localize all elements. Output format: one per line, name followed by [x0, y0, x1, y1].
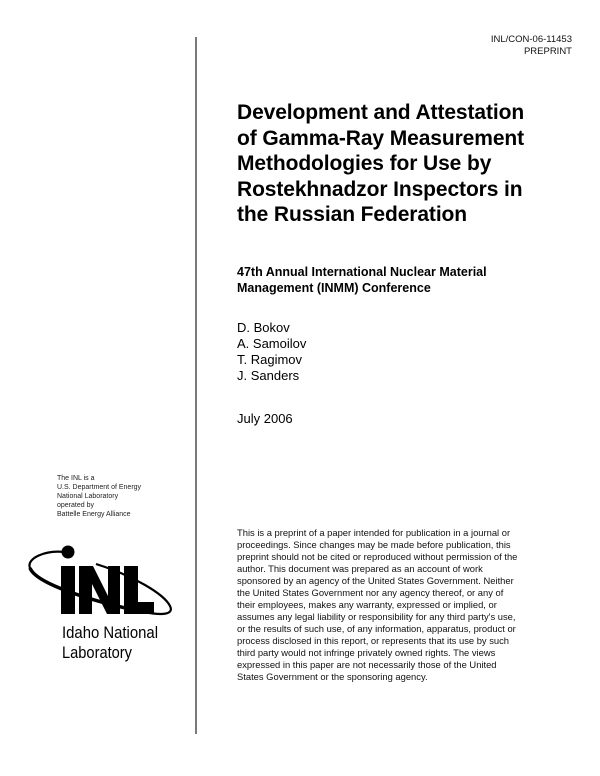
report-type: PREPRINT	[523, 46, 572, 57]
disclaimer-line: their employees, makes any warranty, expressed or implied, or	[237, 599, 497, 610]
title-line: of Gamma-Ray Measurement	[237, 126, 525, 150]
note-line: U.S. Department of Energy	[57, 484, 142, 491]
disclaimer-line: sponsored by an agency of the United States Government. Neither	[237, 575, 514, 586]
document-title	[237, 100, 597, 228]
conference-line: Management (INMM) Conference	[237, 281, 431, 295]
disclaimer-line: States Government or the sponsoring agency.	[237, 671, 428, 682]
author: D. Bokov	[237, 320, 290, 335]
disclaimer-line: third party would not infringe privately owned rights. The views	[237, 647, 496, 658]
disclaimer-line: preprint should not be cited or reproduced without permission of the	[237, 551, 518, 562]
svg-text:Idaho National: Idaho National	[62, 623, 158, 642]
publication-date: July 2006	[237, 411, 293, 426]
conference-name	[237, 264, 597, 296]
note-line: Battelle Energy Alliance	[57, 511, 131, 518]
note-line: National Laboratory	[57, 493, 119, 500]
inl-logo	[24, 540, 184, 680]
disclaimer-text	[237, 527, 537, 683]
note-line: operated by	[57, 502, 94, 509]
author: J. Sanders	[237, 368, 300, 383]
svg-text:Laboratory: Laboratory	[62, 643, 133, 662]
title-line: Development and Attestation	[237, 101, 525, 124]
disclaimer-line: proceedings. Since changes may be made before publication, this	[237, 539, 511, 550]
disclaimer-line: expressed in this paper are not necessarily those of the United	[237, 659, 497, 670]
title-line: Methodologies for Use by	[237, 152, 492, 175]
disclaimer-line: or the results of such use, of any information, apparatus, product or	[237, 623, 516, 634]
note-line: The INL is a	[57, 475, 95, 482]
report-identifier	[491, 34, 572, 58]
inl-orbit-logo-icon	[24, 540, 184, 680]
author-list	[237, 320, 306, 384]
author: A. Samoilov	[237, 336, 307, 351]
disclaimer-line: assumes any legal liability or responsibility for any third party's use,	[237, 611, 516, 622]
disclaimer-line: This is a preprint of a paper intended for publication in a journal or	[237, 527, 511, 538]
report-number: INL/CON-06-11453	[490, 34, 572, 45]
title-line: the Russian Federation	[237, 203, 468, 226]
disclaimer-line: the United States Government nor any agency thereof, or any of	[237, 587, 504, 598]
title-line: Rostekhnadzor Inspectors in	[237, 177, 523, 201]
disclaimer-line: process disclosed in this report, or represents that its use by such	[237, 635, 510, 646]
author: T. Ragimov	[237, 352, 303, 367]
inl-operator-note	[57, 474, 141, 519]
conference-line: 47th Annual International Nuclear Material	[237, 265, 487, 279]
disclaimer-line: author. This document was prepared as an account of work	[237, 563, 483, 574]
vertical-divider	[195, 37, 197, 734]
